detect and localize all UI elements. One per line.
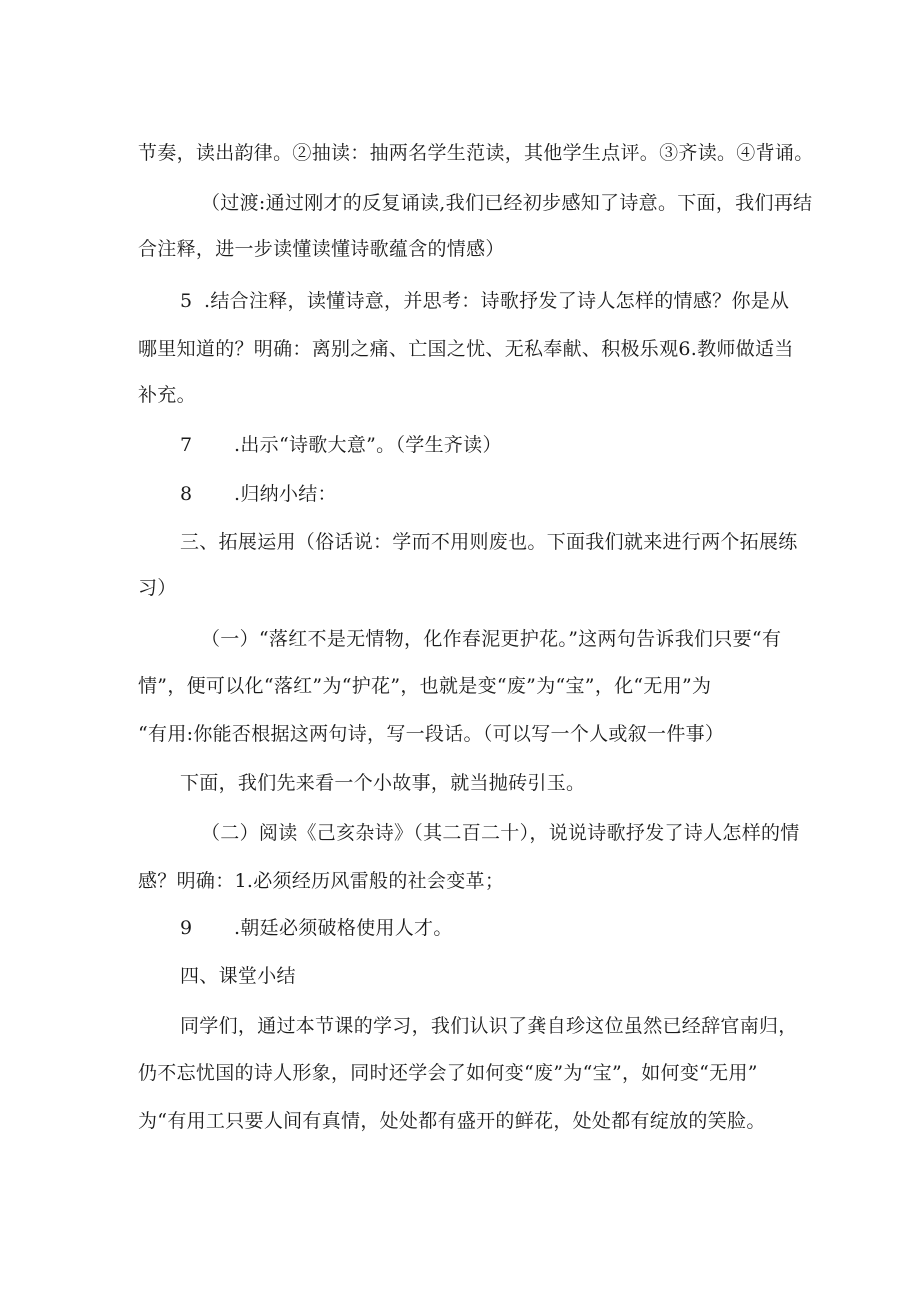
paragraph-line: 感？明确：1.必须经历风雷般的社会变革；	[138, 870, 505, 892]
item-text: .结合注释，读懂诗意，并思考：诗歌抒发了诗人怎样的情感？你是从	[204, 290, 790, 312]
paragraph-line: 习）	[138, 577, 177, 599]
section-heading: 四、课堂小结	[180, 965, 296, 987]
paragraph-line: （一）“落红不是无情物，化作春泥更护花。”这两句告诉我们只要“有	[201, 628, 782, 650]
paragraph-line: 仍不忘忧国的诗人形象，同时还学会了如何变“废”为“宝”，如何变“无用”	[138, 1062, 758, 1084]
item-number: 8	[180, 483, 193, 505]
numbered-item	[180, 288, 789, 314]
numbered-item	[180, 481, 337, 507]
item-number: 9	[180, 917, 193, 939]
section-heading: 三、拓展运用（俗话说：学而不用则废也。下面我们就来进行两个拓展练	[180, 531, 798, 553]
item-text: .朝廷必须破格使用人才。	[234, 917, 453, 939]
numbered-item	[180, 432, 502, 458]
paragraph-line: （二）阅读《己亥杂诗》（其二百二十），说说诗歌抒发了诗人怎样的情	[201, 822, 800, 844]
paragraph-line: 为“有用工只要人间有真情，处处都有盛开的鲜花，处处都有绽放的笑脸。	[138, 1110, 766, 1132]
paragraph-line: 节奏，读出韵律。②抽读：抽两名学生范读，其他学生点评。③齐读。④背诵。	[138, 142, 814, 164]
paragraph-line: 哪里知道的？明确：离别之痛、亡国之忧、无私奉献、积极乐观6.教师做适当	[138, 338, 794, 360]
paragraph-line: 同学们，通过本节课的学习，我们认识了龚自珍这位虽然已经辞官南归，	[180, 1015, 798, 1037]
item-number: 7	[180, 434, 193, 456]
item-text: .出示“诗歌大意”。（学生齐读）	[234, 434, 502, 456]
numbered-item	[180, 915, 453, 941]
paragraph-line: （过渡:通过刚才的反复诵读,我们已经初步感知了诗意。下面，我们再结	[201, 192, 813, 214]
paragraph-line: 补充。	[138, 384, 196, 406]
paragraph-line: 合注释，进一步读懂读懂诗歌蕴含的情感）	[138, 238, 505, 260]
paragraph-line: 情”，便可以化“落红”为“护花”，也就是变“废”为“宝”，化“无用”为	[138, 675, 712, 697]
item-number: 5	[180, 290, 193, 312]
paragraph-line: 下面，我们先来看一个小故事，就当抛砖引玉。	[180, 772, 586, 794]
item-text: .归纳小结：	[234, 483, 337, 505]
paragraph-line: “有用:你能否根据这两句诗，写一段话。（可以写一个人或叙一件事）	[138, 723, 725, 745]
